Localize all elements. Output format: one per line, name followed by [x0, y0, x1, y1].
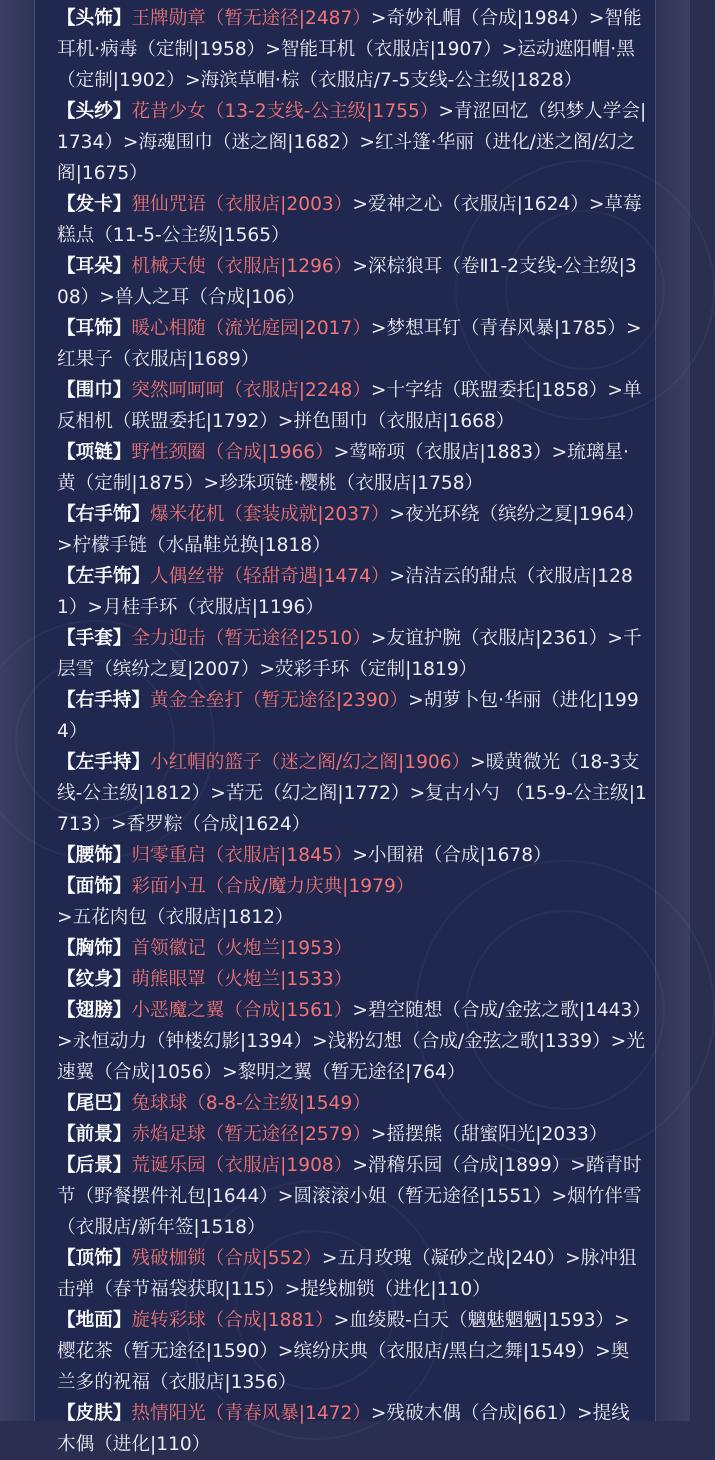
category-label: 【尾巴】: [57, 1093, 132, 1114]
list-item: [57, 871, 647, 933]
list-item: [57, 995, 647, 1088]
top-item: 小恶魔之翼（合成|1561）: [131, 1000, 353, 1021]
alternatives: >血绫殿-白天（魑魅魍魉|1593）>樱花茶（暂无途径|1590）>缤纷庆典（衣服店/黑白之舞|1549）>奥兰多的祝福（衣服店|1356）: [57, 1310, 630, 1393]
list-item: [57, 964, 647, 995]
list-item: [57, 1150, 647, 1243]
list-item: [57, 747, 647, 840]
category-label: 【地面】: [57, 1310, 132, 1331]
category-label: 【耳朵】: [57, 256, 132, 277]
top-item: 残破枷锁（合成|552）: [131, 1248, 322, 1269]
alternatives: >洁洁云的甜点（衣服店|1281）>月桂手环（衣服店|1196）: [57, 566, 633, 618]
alternatives: >五月玫瑰（凝砂之战|240）>脉冲狙击弹（春节福袋获取|115）>提线枷锁（进化|110）: [57, 1248, 637, 1300]
list-item: [57, 375, 647, 437]
top-item: 花昔少女（13-2支线-公主级|1755）: [131, 101, 439, 122]
list-item: [57, 437, 647, 499]
category-label: 【围巾】: [57, 380, 132, 401]
top-item: 人偶丝带（轻甜奇遇|1474）: [149, 566, 390, 587]
category-label: 【后景】: [57, 1155, 132, 1176]
category-label: 【耳饰】: [57, 318, 132, 339]
list-item: [57, 933, 647, 964]
top-item: 热情阳光（青春风暴|1472）: [131, 1403, 371, 1424]
category-label: 【头纱】: [57, 101, 132, 122]
item-list: [57, 3, 647, 1460]
top-item: 小红帽的篮子（迷之阁/幻之阁|1906）: [149, 752, 471, 773]
list-item: [57, 1119, 647, 1150]
top-item: 彩面小丑（合成/魔力庆典|1979）: [131, 876, 415, 897]
category-label: 【手套】: [57, 628, 132, 649]
alternatives: >摇摆熊（甜蜜阳光|2033）: [370, 1124, 608, 1145]
alternatives: >残破木偶（合成|661）>提线木偶（进化|110）: [57, 1403, 630, 1455]
category-label: 【面饰】: [57, 876, 132, 897]
list-item: [57, 1398, 647, 1460]
top-item: 兔球球（8-8-公主级|1549）: [131, 1093, 371, 1114]
alternatives: >碧空随想（合成/金弦之歌|1443）>永恒动力（钟楼幻影|1394）>浅粉幻想（合成/金弦之歌|1339）>光速翼（合成|1056）>黎明之翼（暂无途径|764）: [57, 1000, 645, 1083]
content-panel: [34, 0, 656, 1455]
category-label: 【前景】: [57, 1124, 132, 1145]
category-label: 【左手持】: [57, 752, 150, 773]
alternatives: >十字结（联盟委托|1858）>单反相机（联盟委托|1792）>拼色围巾（衣服店|1668）: [57, 380, 642, 432]
category-label: 【右手持】: [57, 690, 150, 711]
alternatives: >夜光环绕（缤纷之夏|1964）>柠檬手链（水晶鞋兑换|1818）: [57, 504, 645, 556]
top-item: 旋转彩球（合成|1881）: [131, 1310, 334, 1331]
category-label: 【右手饰】: [57, 504, 150, 525]
category-label: 【翅膀】: [57, 1000, 132, 1021]
top-item: 首领徽记（火炮兰|1953）: [131, 938, 353, 959]
list-item: [57, 840, 647, 871]
list-item: [57, 96, 647, 189]
top-item: 暖心相随（流光庭园|2017）: [131, 318, 371, 339]
alternatives: >莺啼项（衣服店|1883）>琉璃星·黄（定制|1875）>珍珠项链·樱桃（衣服店|1758）: [57, 442, 629, 494]
top-item: 全力迎击（暂无途径|2510）: [131, 628, 371, 649]
list-item: [57, 1088, 647, 1119]
list-item: [57, 1243, 647, 1305]
list-item: [57, 3, 647, 96]
category-label: 【皮肤】: [57, 1403, 132, 1424]
alternatives: >深棕狼耳（卷Ⅱ1-2支线-公主级|308）>兽人之耳（合成|106）: [57, 256, 637, 308]
list-item: [57, 623, 647, 685]
top-item: 爆米花机（套装成就|2037）: [149, 504, 390, 525]
alternatives: >奇妙礼帽（合成|1984）>智能耳机·病毒（定制|1958）>智能耳机（衣服店|1907）>运动遮阳帽·黑（定制|1902）>海滨草帽·棕（衣服店/7-5支线-公主级|1828）: [57, 8, 642, 91]
alternatives: >爱神之心（衣服店|1624）>草莓糕点（11-5-公主级|1565）: [57, 194, 642, 246]
top-item: 黄金全垒打（暂无途径|2390）: [149, 690, 409, 711]
category-label: 【头饰】: [57, 8, 132, 29]
category-label: 【胸饰】: [57, 938, 132, 959]
category-label: 【顶饰】: [57, 1248, 132, 1269]
list-item: [57, 1305, 647, 1398]
alternatives: >梦想耳钉（青春风暴|1785）>红果子（衣服店|1689）: [57, 318, 642, 370]
alternatives: >暖黄微光（18-3支线-公主级|1812）>苦无（幻之阁|1772）>复古小勺 （15-9-公主级|1713）>香罗粽（合成|1624）: [57, 752, 647, 835]
category-label: 【发卡】: [57, 194, 132, 215]
top-item: 王牌勋章（暂无途径|2487）: [131, 8, 371, 29]
top-item: 荒诞乐园（衣服店|1908）: [131, 1155, 353, 1176]
top-item: 归零重启（衣服店|1845）: [131, 845, 353, 866]
top-item: 野性颈圈（合成|1966）: [131, 442, 334, 463]
list-item: [57, 251, 647, 313]
list-item: [57, 189, 647, 251]
category-label: 【腰饰】: [57, 845, 132, 866]
alternatives: >胡萝卜包·华丽（进化|1994）: [57, 690, 639, 742]
top-item: 突然呵呵呵（衣服店|2248）: [131, 380, 371, 401]
alternatives: >友谊护腕（衣服店|2361）>千层雪（缤纷之夏|2007）>荧彩手环（定制|1819）: [57, 628, 642, 680]
alternatives: >小围裙（合成|1678）: [352, 845, 552, 866]
category-label: 【纹身】: [57, 969, 132, 990]
list-item: [57, 685, 647, 747]
category-label: 【项链】: [57, 442, 132, 463]
alternatives: >滑稽乐园（合成|1899）>踏青时节（野餐摆件礼包|1644）>圆滚滚小姐（暂无途径|1551）>烟竹伴雪（衣服店/新年签|1518）: [57, 1155, 642, 1238]
category-label: 【左手饰】: [57, 566, 150, 587]
list-item: [57, 313, 647, 375]
alternatives: >青涩回忆（织梦人学会|1734）>海魂围巾（迷之阁|1682）>红斗篷·华丽（进化/迷之阁/幻之阁|1675）: [57, 101, 647, 184]
list-item: [57, 561, 647, 623]
top-item: 机械天使（衣服店|1296）: [131, 256, 353, 277]
alternatives: >五花肉包（衣服店|1812）: [57, 907, 294, 928]
top-item: 狸仙咒语（衣服店|2003）: [131, 194, 353, 215]
top-item: 萌熊眼罩（火炮兰|1533）: [131, 969, 353, 990]
list-item: [57, 499, 647, 561]
top-item: 赤焰足球（暂无途径|2579）: [131, 1124, 371, 1145]
